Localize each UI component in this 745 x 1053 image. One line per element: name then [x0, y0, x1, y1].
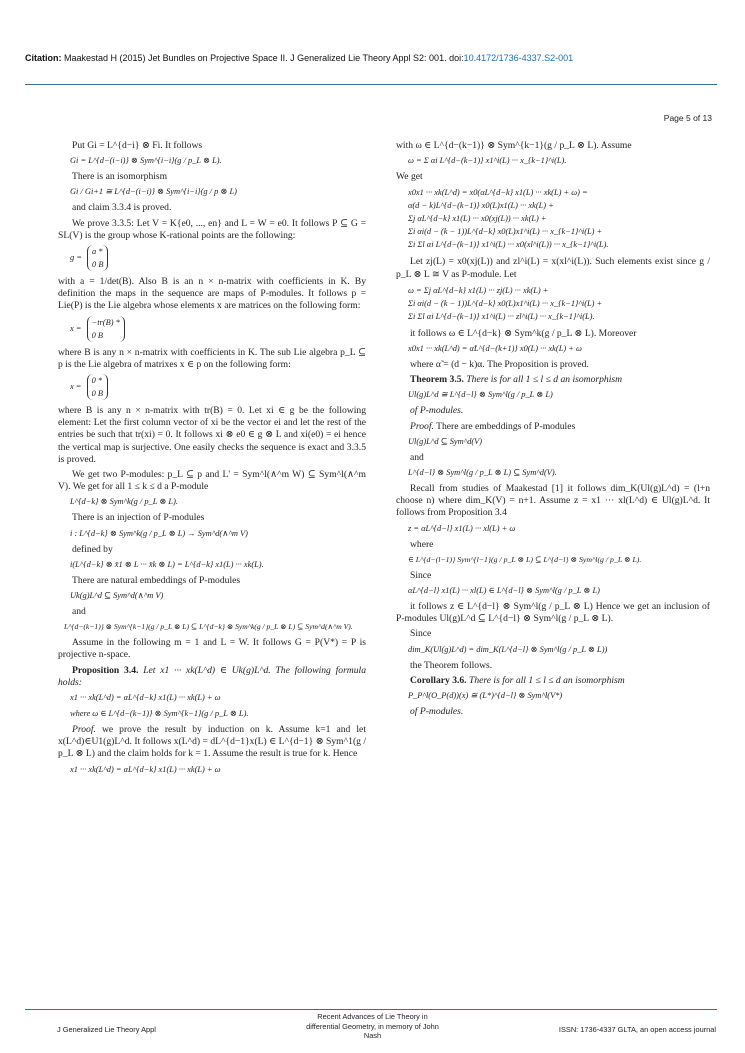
- paragraph: Since: [410, 628, 432, 640]
- paragraph: of P-modules.: [410, 706, 464, 718]
- theorem-title: Theorem 3.5.: [410, 374, 464, 386]
- paragraph: it follows ω ∈ L^{d−k} ⊗ Sym^k(g / p_L ⊗ L). Moreover: [410, 327, 637, 339]
- page-number: Page 5 of 13: [663, 113, 712, 123]
- matrix-row: −tr(B) *: [91, 317, 120, 327]
- paragraph: where B is any n × n-matrix with coefficients in K. The sub Lie algebra p_L ⊆ p is the Lie algebra of matrixes x ∈ p on the following form:: [58, 346, 366, 370]
- matrix-row: 0 B: [91, 330, 103, 340]
- equation: i : L^{d−k} ⊗ Sym^k(g / p_L ⊗ L) → Sym^d(∧^m V): [70, 528, 248, 538]
- paragraph: of P-modules.: [410, 405, 464, 417]
- paragraph: We prove 3.3.5: Let V = K{e0, ..., en} and L = W = e0. It follows P ⊆ G = SL(V) is the group whose K-rational points are the following:: [58, 217, 366, 241]
- paragraph: We get: [396, 171, 423, 183]
- equation: x1 ··· xk(L^d) = αL^{d−k} x1(L) ··· xk(L) + ω: [70, 693, 221, 703]
- equation-line: Σi Σl αi L^{d−(k−1)} x1^i(L) ··· x0(xl^i(L)) ··· x_{k−1}^i(L).: [408, 240, 609, 250]
- matrix-equation: [58, 316, 366, 342]
- paragraph: with ω ∈ L^{d−(k−1)} ⊗ Sym^{k−1}(g / p_L ⊗ L). Assume: [396, 140, 632, 151]
- equation: L^{d−(k−1)} ⊗ Sym^{k−1}(g / p_L ⊗ L) ⊆ L^{d−k} ⊗ Sym^k(g / p_L ⊗ L) ⊆ Sym^d(∧^m V).: [64, 622, 353, 632]
- theorem-text: There is for all 1 ≤ l ≤ d an isomorphism: [466, 374, 623, 386]
- equation-block: [396, 284, 710, 323]
- paragraph: There is an isomorphism: [72, 171, 168, 183]
- matrix: [87, 374, 108, 400]
- paragraph: where α̃ = (d − k)α. The Proposition is proved.: [410, 359, 589, 371]
- matrix: [87, 245, 108, 271]
- corollary-text: There is for all 1 ≤ l ≤ d an isomorphism: [469, 674, 625, 686]
- equation: L^{d−l} ⊗ Sym^l(g / p_L ⊗ L) ⊆ Sym^d(V).: [408, 468, 557, 478]
- footer-issue-title: Recent Advances of Lie Theory in differential Geometry, in memory of John Nash: [306, 1012, 439, 1040]
- equation-line: Σi Σl αi L^{d−(k−1)} x1^i(L) ··· zl^i(L) ··· x_{k−1}^i(L).: [408, 311, 595, 321]
- equation-line: Σi αi(d − (k − 1))L^{d−k} x0(L)x1^i(L) ··· x_{k−1}^i(L) +: [408, 227, 603, 237]
- paragraph: We get two P-modules: p_L ⊆ p and L' = Sym^l(∧^m W) ⊆ Sym^l(∧^m V). We get for all 1 ≤ k ≤ d a P-module: [58, 469, 366, 493]
- equation: P_P^l(O_P(d))(x) ≅ (L*)^{d−l} ⊗ Sym^l(V*): [408, 691, 563, 701]
- proof: [396, 421, 710, 433]
- paragraph: There are natural embeddings of P-modules: [72, 574, 241, 586]
- footer-issn: ISSN: 1736-4337 GLTA, an open access journal: [558, 1025, 716, 1034]
- equation-block: [396, 186, 710, 251]
- paragraph: Put Gi = L^{d−i} ⊗ Fi. It follows: [72, 140, 203, 151]
- matrix-label: x =: [70, 381, 82, 391]
- equation: x1 ··· xk(L^d) = αL^{d−k} x1(L) ··· xk(L) + ω: [70, 764, 221, 774]
- paragraph: Assume in the following m = 1 and L = W. It follows G = P(V*) = P is projective n-space.: [58, 637, 366, 661]
- equation: Gi = L^{d−(i−i)} ⊗ Sym^{i−i}(g / p_L ⊗ L).: [70, 156, 222, 166]
- paragraph: and claim 3.3.4 is proved.: [72, 202, 172, 214]
- proposition: [58, 665, 366, 689]
- paragraph: where B is any n × n-matrix with tr(B) = 0. Let xi ∈ g be the following element: Let the first column vector of xi be the vector ei and let the rest of the entries be such that tr(xi) = 0. It follows xi ⊗ e0 ∈ g ⊗ L and xi(e0) = ei hence the vertical map is surjective. One easily checks the sequence is exact and 3.3.5 is proved.: [58, 405, 366, 465]
- equation: ∈ L^{d−(l−1)} Sym^{l−1}(g / p_L ⊗ L) ⊆ L^{d−l} ⊗ Sym^l(g / p_L ⊗ L).: [408, 554, 642, 564]
- proof-text: There are embeddings of P-modules: [436, 420, 576, 432]
- equation: x0x1 ··· xk(L^d) = α̃L^{d−(k+1)} x0(L) ··· xk(L) + ω: [408, 344, 582, 354]
- matrix-row: 0 B: [92, 260, 104, 270]
- matrix-row: a *: [92, 247, 103, 257]
- equation-line: ω = Σj αL^{d−k} x1(L) ··· zj(L) ··· xk(L) +: [408, 285, 549, 295]
- equation: Uk(g)L^d ⊆ Sym^d(∧^m V): [70, 591, 164, 601]
- equation-line: α(d − k)L^{d−(k−1)} x0(L)x1(L) ··· xk(L) +: [408, 201, 554, 211]
- right-column: [396, 140, 710, 721]
- corollary: [396, 675, 710, 687]
- proof-text: we prove the result by induction on k. Assume k=1 and let x(L^d)∈U1(g)L^d. It follows x(L^d) = dL^{d−1}x(L) ∈ L^{d−1} ⊗ Sym^1(g / p_L ⊗ L) and the claim holds for k = 1. Assume the result is true for k. Hence: [58, 724, 366, 760]
- equation: Ul(g)L^d ⊆ Sym^d(V): [408, 436, 483, 446]
- citation-line: [25, 53, 725, 63]
- citation-text: Maakestad H (2015) Jet Bundles on Projective Space II. J Generalized Lie Theory Appl S2: 001. doi:: [64, 53, 464, 63]
- matrix: [87, 316, 125, 342]
- equation: dim_K(Ul(g)L^d) = dim_K(L^{d−l} ⊗ Sym^l(g / p_L ⊗ L)): [408, 644, 608, 654]
- proposition-title: Proposition 3.4.: [72, 664, 139, 676]
- header-divider: [25, 84, 717, 85]
- paragraph: defined by: [72, 543, 113, 555]
- paragraph: and: [410, 451, 424, 463]
- equation: L^{d−k} ⊗ Sym^k(g / p_L ⊗ L).: [70, 497, 178, 507]
- doi-link[interactable]: 10.4172/1736-4337.S2-001: [463, 53, 574, 63]
- paragraph: the Theorem follows.: [410, 659, 493, 671]
- equation: where ω ∈ L^{d−(k−1)} ⊗ Sym^{k−1}(g / p_L ⊗ L).: [70, 709, 249, 719]
- paragraph: it follows z ∈ L^{d−l} ⊗ Sym^l(g / p_L ⊗ L) Hence we get an inclusion of P-modules Ul(g)L^d ⊆ L^{d−l} ⊗ Sym^l(g / p_L ⊗ L).: [396, 601, 710, 625]
- paragraph: There is an injection of P-modules: [72, 512, 205, 524]
- equation: ω = Σ αi L^{d−(k−1)} x1^i(L) ··· x_{k−1}^i(L).: [408, 156, 567, 166]
- equation: i(L^{d−k} ⊗ x̄1 ⊗ L ··· x̄k ⊗ L) = L^{d−k} x1(L) ··· xk(L).: [70, 559, 264, 569]
- matrix-row: 0 B: [91, 389, 103, 399]
- paragraph: Since: [410, 569, 432, 581]
- proof: [58, 724, 366, 761]
- equation-line: Σi αi(d − (k − 1))L^{d−k} x0(L)x1^i(L) ··· x_{k−1}^i(L) +: [408, 298, 603, 308]
- matrix-equation: [58, 245, 366, 271]
- equation: Gi / Gi+1 ≅ L^{d−(i−i)} ⊗ Sym^{i−i}(g / p ⊗ L): [70, 187, 237, 197]
- footer-journal: J Generalized Lie Theory Appl: [57, 1025, 156, 1034]
- equation: Ul(g)L^d ≅ L^{d−l} ⊗ Sym^l(g / p_L ⊗ L): [408, 390, 553, 400]
- paragraph: where: [410, 538, 434, 550]
- equation: αL^{d−l} x1(L) ··· xl(L) ∈ L^{d−l} ⊗ Sym^l(g / p_L ⊗ L): [408, 586, 600, 596]
- paragraph: Recall from studies of Maakestad [1] it follows dim_K(Ul(g)L^d) = (l+n choose n) where dim_K(V) = n+1. Assume z = x1 ··· xl(L^d) ∈ Ul(g)L^d. It follows from Proposition 3.4: [396, 483, 710, 519]
- citation-label: Citation:: [25, 53, 62, 63]
- footer-divider: [25, 1009, 717, 1010]
- left-column: [58, 140, 366, 780]
- proposition-text: Let x1 ··· xk(L^d) ∈ Uk(g)L^d. The following formula holds:: [58, 664, 366, 688]
- proof-label: Proof.: [72, 724, 96, 736]
- proof-label: Proof.: [410, 420, 434, 432]
- matrix-label: x =: [70, 323, 82, 333]
- equation-line: Σj αL^{d−k} x1(L) ··· x0(xj(L)) ··· xk(L) +: [408, 214, 547, 224]
- theorem: [396, 374, 710, 386]
- corollary-title: Corollary 3.6.: [410, 674, 467, 686]
- paragraph: and: [72, 606, 86, 618]
- matrix-row: 0 *: [91, 376, 103, 386]
- paragraph: with a = 1/det(B). Also B is an n × n-matrix with coefficients in K. By definition the maps in the sequence are maps of P-modules. It follows p = Lie(P) is the Lie algebra whose elements x are matrices on the following form:: [58, 276, 366, 312]
- matrix-equation: [58, 374, 366, 400]
- equation-line: x0x1 ··· xk(L^d) = x0(αL^{d−k} x1(L) ··· xk(L) + ω) =: [408, 188, 588, 198]
- paragraph: Let zj(L) = x0(xj(L)) and zl^i(L) = x(xl^i(L)). Such elements exist since g / p_L ⊗ L ≅ V as P-module. Let: [396, 256, 710, 280]
- equation: z = αL^{d−l} x1(L) ··· xl(L) + ω: [408, 523, 516, 533]
- matrix-label: g =: [70, 252, 82, 262]
